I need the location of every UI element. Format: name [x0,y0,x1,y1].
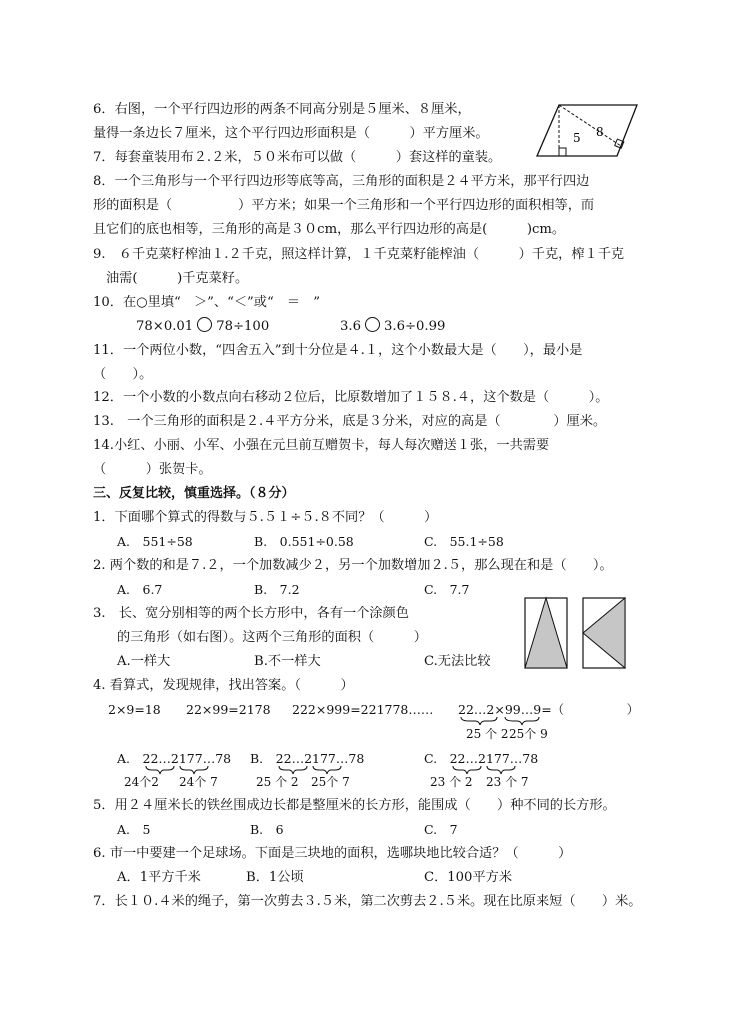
q8-line3: 且它们的底也相等，三角形的高是３０cm，那么平行四边形的高是( )cm。 [93,222,566,237]
q6-line1: 6．右图，一个平行四边形的两条不同高分别是５厘米、８厘米， [93,102,471,117]
c3-line2: 的三角形（如右图）。这两个三角形的面积（ ） [117,630,427,645]
c4-option-a[interactable]: A. 22…2177…78 [117,751,232,766]
q6-line2: 量得一条边长７厘米，这个平行四边形面积是（ ）平方厘米。 [93,126,489,141]
compare-circle[interactable] [197,317,212,332]
q14-line1: 14.小红、小丽、小军、小强在元旦前互赠贺卡，每人每次赠送１张，一共需要 [93,438,550,453]
c4-example-1: 2×9=18 [108,702,161,717]
q10-expression-b [340,317,445,336]
parallelogram-figure [533,102,643,160]
c3-option-b[interactable]: B.不一样大 [254,654,321,669]
c6-question: 6. 市一中要建一个足球场。下面是三块地的面积，选哪块地比较合适？（ ） [93,846,572,861]
c1-question: 1．下面哪个算式的得数与５.５１÷５.８不同？（ ） [93,510,438,525]
brace-label: 25个 9 [509,727,548,741]
q12: 12．一个小数的小数点向右移动２位后，比原数增加了１５８.４，这个数是（ ）。 [93,390,609,405]
c4-example-3: 222×999=221778…… [292,702,434,717]
c6-option-a[interactable]: A．1平方千米 [117,870,201,885]
c1-option-a[interactable]: A. 551÷58 [117,534,193,549]
c1-option-c[interactable]: C. 55.1÷58 [424,534,504,549]
c2-option-b[interactable]: B. 7.2 [254,582,300,597]
compare-circle[interactable] [365,317,380,332]
brace-label: 24个2 [124,775,159,789]
q9-line1: 9. ６千克菜籽榨油１.２千克，照这样计算，１千克菜籽能榨油（ ）千克，榨１千克 [93,247,625,262]
q14-line2: （ ）张贺卡。 [93,462,212,477]
fig-label-5: 5 [573,131,581,145]
q10-a-right: 78÷100 [216,319,270,334]
brace-label: 25 个 2 [256,775,299,789]
q13: 13. 一个三角形的面积是２.４平方分米，底是３分米，对应的高是（ ）厘米。 [93,414,607,429]
brace-marks [0,765,737,775]
c3-option-c[interactable]: C.无法比较 [424,654,491,669]
rectangles-figure [522,595,630,671]
q8-line2: 形的面积是（ ）平方米；如果一个三角形和一个平行四边形的面积相等，而 [93,198,595,213]
c7-question: 7．长１０.４米的绳子，第一次剪去３.５米，第二次剪去２.５米。现在比原来短（ ）米。 [93,894,642,909]
c4-example-2: 22×99=2178 [186,702,271,717]
c5-option-a[interactable]: A. 5 [117,822,151,837]
fig-label-8: 8 [596,125,604,139]
brace-label: 25 个 2 [466,727,509,741]
c2-option-c[interactable]: C. 7.7 [424,582,470,597]
c5-option-c[interactable]: C. 7 [424,822,458,837]
c6-option-b[interactable]: B．1公顷 [246,870,304,885]
c1-option-b[interactable]: B. 0.551÷0.58 [254,534,354,549]
c2-option-a[interactable]: A. 6.7 [117,582,163,597]
q11-line1: 11．一个两位小数，“四舍五入”到十分位是４.１，这个小数最大是（ ），最小是 [93,343,583,358]
q10-a-left: 78×0.01 [136,319,194,334]
q8-line1: 8．一个三角形与一个平行四边形等底等高，三角形的面积是２４平方米，那平行四边 [93,174,590,189]
c4-option-b[interactable]: B. 22…2177…78 [250,751,365,766]
q7: 7．每套童装用布２.２米，５０米布可以做（ ）套这样的童装。 [93,150,502,165]
c4-example-4: 22…2×99…9=（ ） [458,702,640,717]
c4-question: 4. 看算式，发现规律，找出答案。（ ） [93,678,354,693]
c4-option-c[interactable]: C. 22…2177…78 [424,751,539,766]
brace-label: 25个 7 [311,775,350,789]
c3-line1: 3. 长、宽分别相等的两个长方形中，各有一个涂颜色 [93,606,409,621]
brace-label: 23 个 7 [486,775,529,789]
c5-option-b[interactable]: B. 6 [250,822,284,837]
c2-question: 2. 两个数的和是７.２，一个加数减少２，另一个加数增加２.５，那么现在和是（ ）。 [93,558,613,573]
section-heading: 三、反复比较，慎重选择。（８分） [93,486,295,501]
c6-option-c[interactable]: C．100平方米 [424,870,513,885]
brace-label: 24个 7 [179,775,218,789]
q10-b-left: 3.6 [340,319,361,334]
q10-expression-a [136,317,269,336]
q11-line2: （ ）。 [93,367,153,382]
q9-line2: 油需( )千克菜籽。 [106,271,249,286]
q10-b-right: 3.6÷0.99 [383,319,446,334]
c3-option-a[interactable]: A.一样大 [117,654,171,669]
brace-label: 23 个 2 [430,775,473,789]
c5-question: 5．用２４厘米长的铁丝围成边长都是整厘米的长方形，能围成（ ）种不同的长方形。 [93,798,616,813]
q10-title: 10．在○里填“ ＞”、“＜”或“ ＝ ” [93,295,320,310]
